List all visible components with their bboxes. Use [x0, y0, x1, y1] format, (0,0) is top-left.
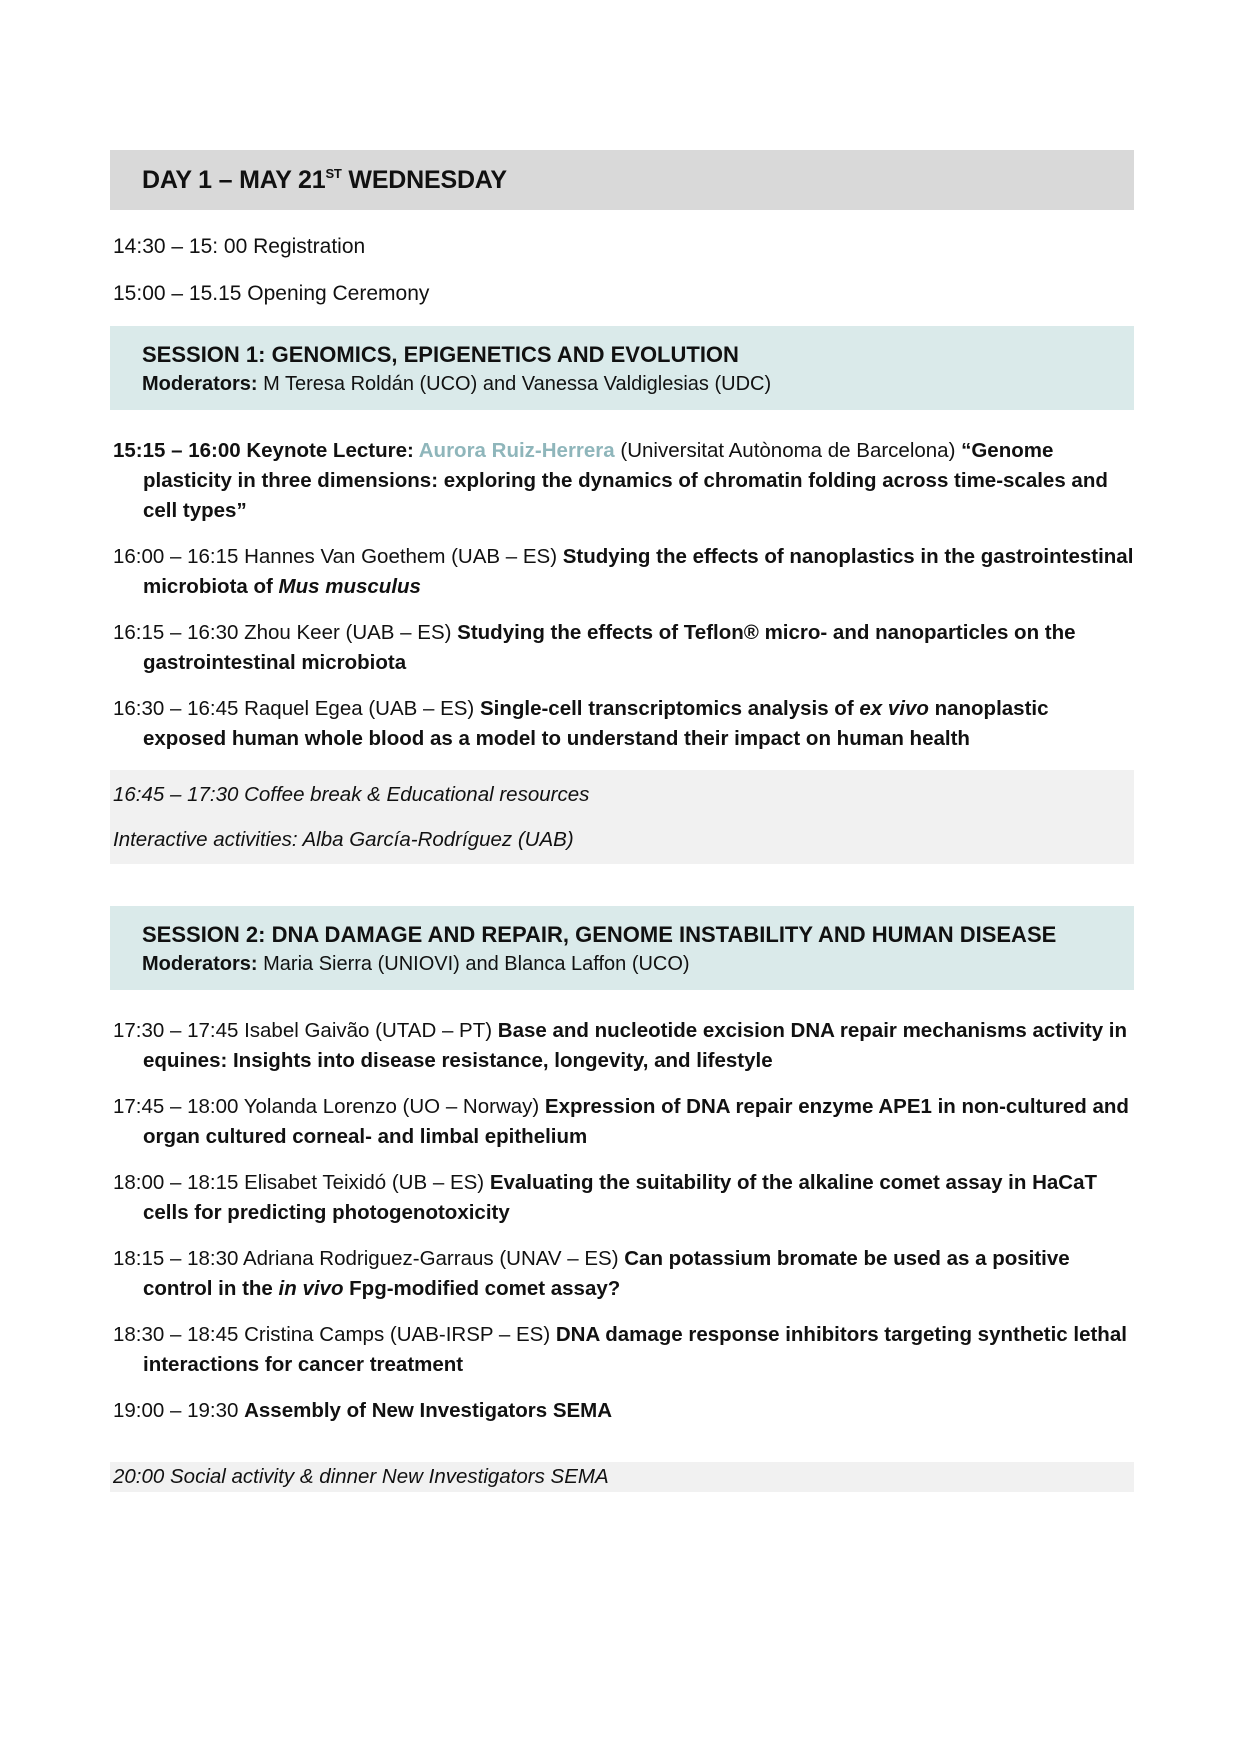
- session-2-header: [110, 906, 1134, 990]
- social-activity-line: 20:00 Social activity & dinner New Investigators SEMA: [110, 1462, 1134, 1492]
- coffee-break-line: 16:45 – 17:30 Coffee break & Educational resources: [113, 783, 590, 806]
- coffee-break-box: [110, 770, 1134, 864]
- keynote-lecture: 15:15 – 16:00 Keynote Lecture: Aurora Ruiz-Herrera (Universitat Autònoma de Barcelona) “Genome plasticity in three dimensions: exploring the dynamics of chromatin folding across time-scales and cell types”: [113, 439, 1108, 522]
- session-2-title: SESSION 2: DNA DAMAGE AND REPAIR, GENOME INSTABILITY AND HUMAN DISEASE: [142, 922, 1057, 947]
- day-ordinal-suffix: ST: [325, 165, 342, 181]
- talk-item: 16:15 – 16:30 Zhou Keer (UAB – ES) Studying the effects of Teflon® micro- and nanoparticles on the gastrointestinal microbiota: [113, 621, 1076, 674]
- talk-item: 18:30 – 18:45 Cristina Camps (UAB-IRSP – ES) DNA damage response inhibitors targeting synthetic lethal interactions for cancer treatment: [113, 1323, 1127, 1376]
- session-2-moderators: Moderators: Maria Sierra (UNIOVI) and Blanca Laffon (UCO): [142, 953, 690, 975]
- talk-item: 16:30 – 16:45 Raquel Egea (UAB – ES) Single-cell transcriptomics analysis of ex vivo nanoplastic exposed human whole blood as a model to understand their impact on human health: [113, 697, 1049, 750]
- interactive-activities-line: Interactive activities: Alba García-Rodríguez (UAB): [113, 828, 574, 851]
- talk-item: 18:00 – 18:15 Elisabet Teixidó (UB – ES) Evaluating the suitability of the alkaline comet assay in HaCaT cells for predicting photogenotoxicity: [113, 1171, 1098, 1224]
- registration-line: 14:30 – 15: 00 Registration: [113, 235, 366, 258]
- keynote-speaker: Aurora Ruiz-Herrera: [418, 439, 615, 462]
- day-header: [110, 150, 1134, 210]
- moderators-label: Moderators:: [142, 953, 258, 975]
- talk-item: 17:45 – 18:00 Yolanda Lorenzo (UO – Norway) Expression of DNA repair enzyme APE1 in non-cultured and organ cultured corneal- and limbal epithelium: [113, 1095, 1129, 1148]
- session-1-moderators: Moderators: M Teresa Roldán (UCO) and Vanessa Valdiglesias (UDC): [142, 373, 772, 395]
- talk-item: 16:00 – 16:15 Hannes Van Goethem (UAB – ES) Studying the effects of nanoplastics in the gastrointestinal microbiota of Mus musculus: [113, 545, 1134, 598]
- programme-page: [110, 150, 1134, 1492]
- opening-ceremony-line: 15:00 – 15.15 Opening Ceremony: [113, 282, 430, 305]
- talk-item: 18:15 – 18:30 Adriana Rodriguez-Garraus (UNAV – ES) Can potassium bromate be used as a positive control in the in vivo Fpg-modified comet assay?: [113, 1247, 1070, 1300]
- day-title: DAY 1 – MAY 21ST WEDNESDAY: [142, 165, 507, 194]
- session-1-header: [110, 326, 1134, 410]
- talk-item: 17:30 – 17:45 Isabel Gaivão (UTAD – PT) Base and nucleotide excision DNA repair mechanisms activity in equines: Insights into disease resistance, longevity, and lifestyle: [113, 1019, 1128, 1072]
- session-1-title: SESSION 1: GENOMICS, EPIGENETICS AND EVOLUTION: [142, 342, 739, 367]
- assembly-item: 19:00 – 19:30 Assembly of New Investigators SEMA: [113, 1399, 613, 1422]
- moderators-label: Moderators:: [142, 373, 258, 395]
